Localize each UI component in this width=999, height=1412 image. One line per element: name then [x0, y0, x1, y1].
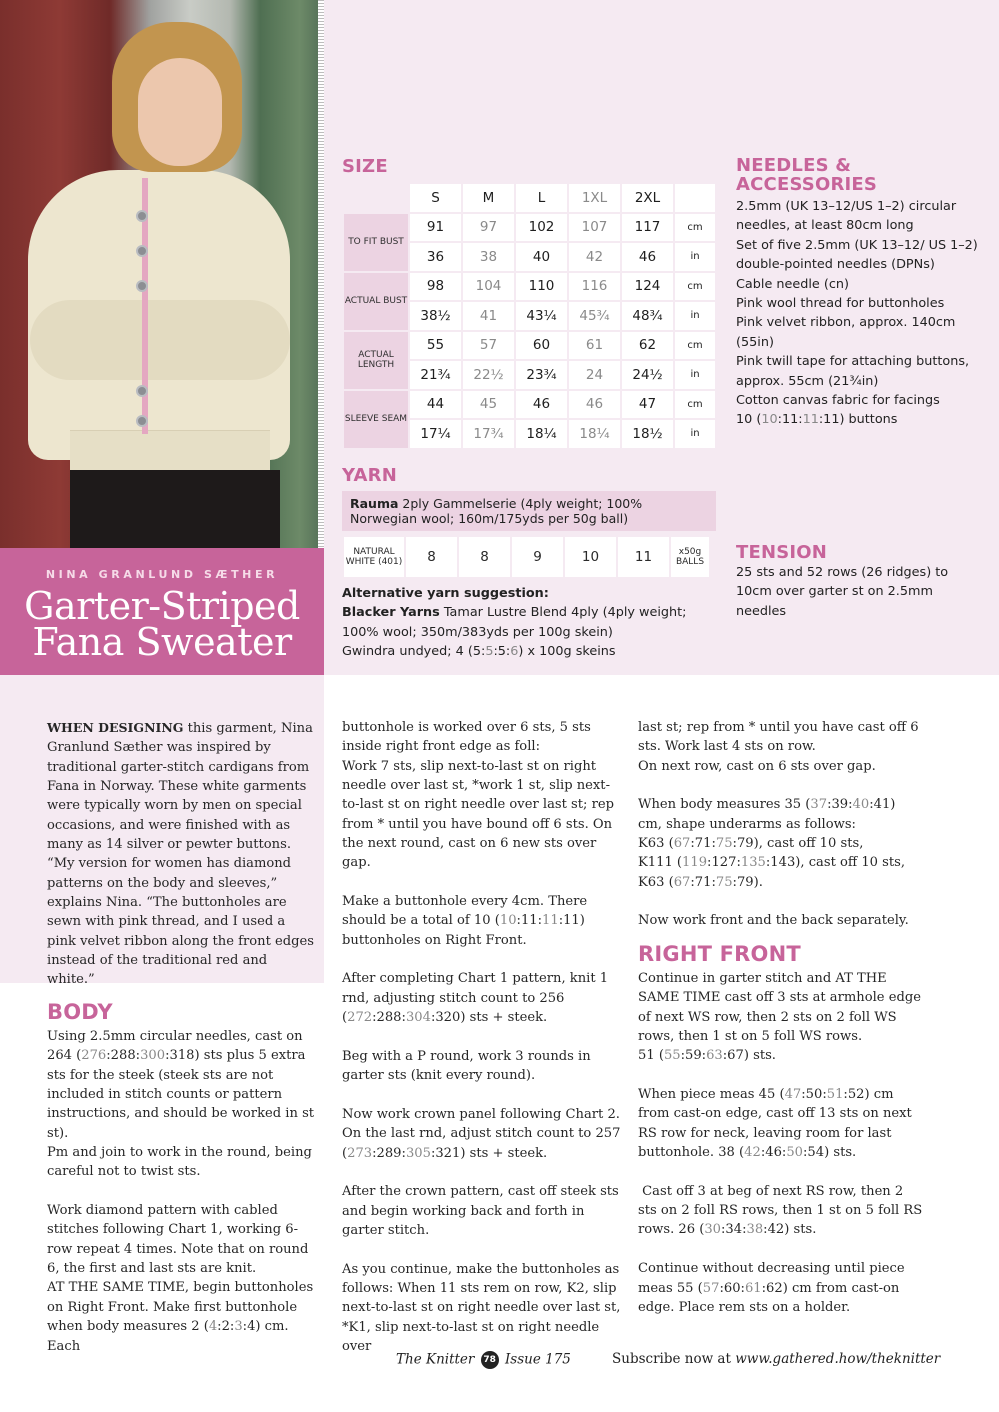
size-header: M	[463, 184, 514, 212]
footer-magazine: The Knitter 78 Issue 175	[396, 1351, 571, 1368]
pewter-button-icon	[136, 280, 148, 292]
cardigan-hem-shape	[70, 430, 270, 470]
pewter-button-icon	[136, 385, 148, 397]
table-row: TO FIT BUST 91 97 102 107 117 cm	[344, 214, 715, 242]
pewter-button-icon	[136, 245, 148, 257]
list-item: Set of five 2.5mm (UK 13–12/ US 1–2) double-pointed needles (DPNs)	[736, 237, 978, 273]
intro-text: WHEN DESIGNING this garment, Nina Granlund Sæther was inspired by traditional garter-stitch cardigans from Fana in Norway. These white garments were typically worn by men on special occasions, and were finished with as many as 14 silver or pewter buttons. “My version for women has diamond patterns on the body and sleeves,” explains Nina. “The buttonholes are sewn with pink thread, and I used a pink velvet ribbon along the front edges instead of the traditional red and white.”	[47, 720, 314, 988]
table-row: SLEEVE SEAM 44 45 46 46 47 cm	[344, 391, 715, 419]
list-item: Pink twill tape for attaching buttons, approx. 55cm (21¾in)	[736, 354, 970, 389]
skirt-shape	[70, 470, 280, 548]
yarn-color-label: NATURAL WHITE (401)	[344, 537, 404, 577]
row-label: ACTUAL BUST	[344, 273, 408, 330]
table-row: NATURAL WHITE (401) 8 8 9 10 11 x50g BALLS	[344, 537, 709, 577]
row-label: ACTUAL LENGTH	[344, 332, 408, 389]
size-header: L	[516, 184, 567, 212]
table-row: ACTUAL LENGTH 55 57 60 61 62 cm	[344, 332, 715, 360]
face-shape	[138, 58, 222, 166]
tension-heading: TENSION	[736, 542, 828, 563]
table-row: 17¼ 17¾ 18¼ 18¼ 18½ in	[344, 420, 715, 448]
body-instructions-end: last st; rep from * until you have cast off 6 sts. Work last 4 sts on row. On next row, cast on 6 sts over gap. When body measures 35 (37:39:40:41) cm, shape underarms as follows: K63 (67:71:75:79), cast off 10 sts, K111 (119:127:135:143), cast off 10 sts, K63 (67:71:75:79). Now work front and the back separately.	[638, 720, 919, 929]
needles-heading: NEEDLES & ACCESSORIES	[736, 155, 878, 195]
size-header-row	[344, 184, 715, 212]
yarn-quantity-table	[342, 535, 711, 579]
body-instructions-continued: buttonhole is worked over 6 sts, 5 sts inside right front edge as foll: Work 7 sts, slip next-to-last st on right needle over last st, *work 1 st, slip next-to-last st on right needle over last st; rep from * until you have bound off 6 sts. On the next round, cast on 6 new sts over gap. Make a buttonhole every 4cm. There should be a total of 10 (10:11:11:11) buttonholes on Right Front. After completing Chart 1 pattern, knit 1 rnd, adjusting stitch count to 256 (272:288:304:320) sts + steek. Beg with a P round, work 3 rounds in garter sts (knit every round). Now work crown panel following Chart 2. On the last rnd, adjust stitch count to 257 (273:289:305:321) sts + steek. After the crown pattern, cast off steek sts and begin working back and forth in garter stitch. As you continue, make the buttonholes as follows: When 11 sts rem on row, K2, slip next-to-last st on right needle over last st, *K1, slip next-to-last st on right needle over	[342, 720, 621, 1354]
size-header: S	[410, 184, 461, 212]
pewter-button-icon	[136, 415, 148, 427]
list-item: 10 (10:11:11:11) buttons	[736, 412, 898, 428]
model-photo	[0, 0, 318, 548]
list-item: Pink wool thread for buttonholes	[736, 296, 945, 312]
list-item: Cotton canvas fabric for facings	[736, 393, 940, 409]
body-instructions: Using 2.5mm circular needles, cast on 264 (276:288:300:318) sts plus 5 extra sts for the steek (steek sts are not included in stitch counts or pattern instructions, and should be worked in st st). Pm and join to work in the round, being careful not to twist sts. Work diamond pattern with cabled stitches following Chart 1, working 6-row repeat 4 times. Note that on round 6, the first and last sts are knit. AT THE SAME TIME, begin buttonholes on Right Front. Make first buttonhole when body measures 2 (4:2:3:4) cm. Each	[47, 1029, 315, 1354]
pattern-title: Garter-Striped Fana Sweater	[24, 584, 300, 664]
size-table	[342, 182, 717, 450]
yarn-description: Rauma 2ply Gammelserie (4ply weight; 100% Norwegian wool; 160m/175yds per 50g ball)	[342, 491, 716, 531]
table-row: 36 38 40 42 46 in	[344, 243, 715, 271]
list-item: 2.5mm (UK 13–12/US 1–2) circular needles, at least 80cm long	[736, 199, 957, 234]
page-number: 78	[481, 1351, 499, 1369]
yarn-unit: x50g BALLS	[671, 537, 709, 577]
row-label: SLEEVE SEAM	[344, 391, 408, 448]
list-item: Pink velvet ribbon, approx. 140cm (55in)	[736, 315, 956, 350]
right-front-instructions: Continue in garter stitch and AT THE SAME TIME cast off 3 sts at armhole edge of next WS row, then 2 sts on 2 foll WS rows, then 1 st on 5 foll WS rows. 51 (55:59:63:67) sts. When piece meas 45 (47:50:51:52) cm from cast-on edge, cast off 13 sts on next RS row for neck, leaving room for last buttonhole. 38 (42:46:50:54) sts. Cast off 3 at beg of next RS row, then 2 sts on 2 foll RS rows, then 1 st on 5 foll RS rows. 26 (30:34:38:42) sts. Continue without decreasing until piece meas 55 (57:60:61:62) cm from cast-on edge. Place rem sts on a holder.	[638, 971, 923, 1315]
size-header: 1XL	[569, 184, 620, 212]
pewter-button-icon	[136, 210, 148, 222]
folded-arms-shape	[30, 300, 290, 380]
tension-text: 25 sts and 52 rows (26 ridges) to 10cm over garter st on 2.5mm needles	[736, 565, 949, 619]
table-row: 21¾ 22½ 23¾ 24 24½ in	[344, 361, 715, 389]
alternative-yarn: Alternative yarn suggestion: Blacker Yarns Tamar Lustre Blend 4ply (4ply weight; 100% wool; 350m/383yds per 100g skein) Gwindra undyed; 4 (5:5:5:6) x 100g skeins	[342, 586, 687, 660]
body-heading: BODY	[47, 1000, 113, 1024]
needles-list	[736, 197, 986, 430]
yarn-heading: YARN	[342, 465, 397, 486]
list-item: Cable needle (cn)	[736, 276, 850, 292]
footer-subscribe: Subscribe now at www.gathered.how/theknitter	[612, 1351, 941, 1367]
table-row: 38½ 41 43¼ 45¾ 48¾ in	[344, 302, 715, 330]
size-header: 2XL	[622, 184, 673, 212]
row-label: TO FIT BUST	[344, 214, 408, 271]
table-row: ACTUAL BUST 98 104 110 116 124 cm	[344, 273, 715, 301]
subscribe-link[interactable]: www.gathered.how/theknitter	[735, 1351, 941, 1367]
designer-byline: NINA GRANLUND SÆTHER	[45, 568, 279, 581]
size-heading: SIZE	[342, 156, 388, 177]
right-front-heading: RIGHT FRONT	[638, 942, 801, 966]
